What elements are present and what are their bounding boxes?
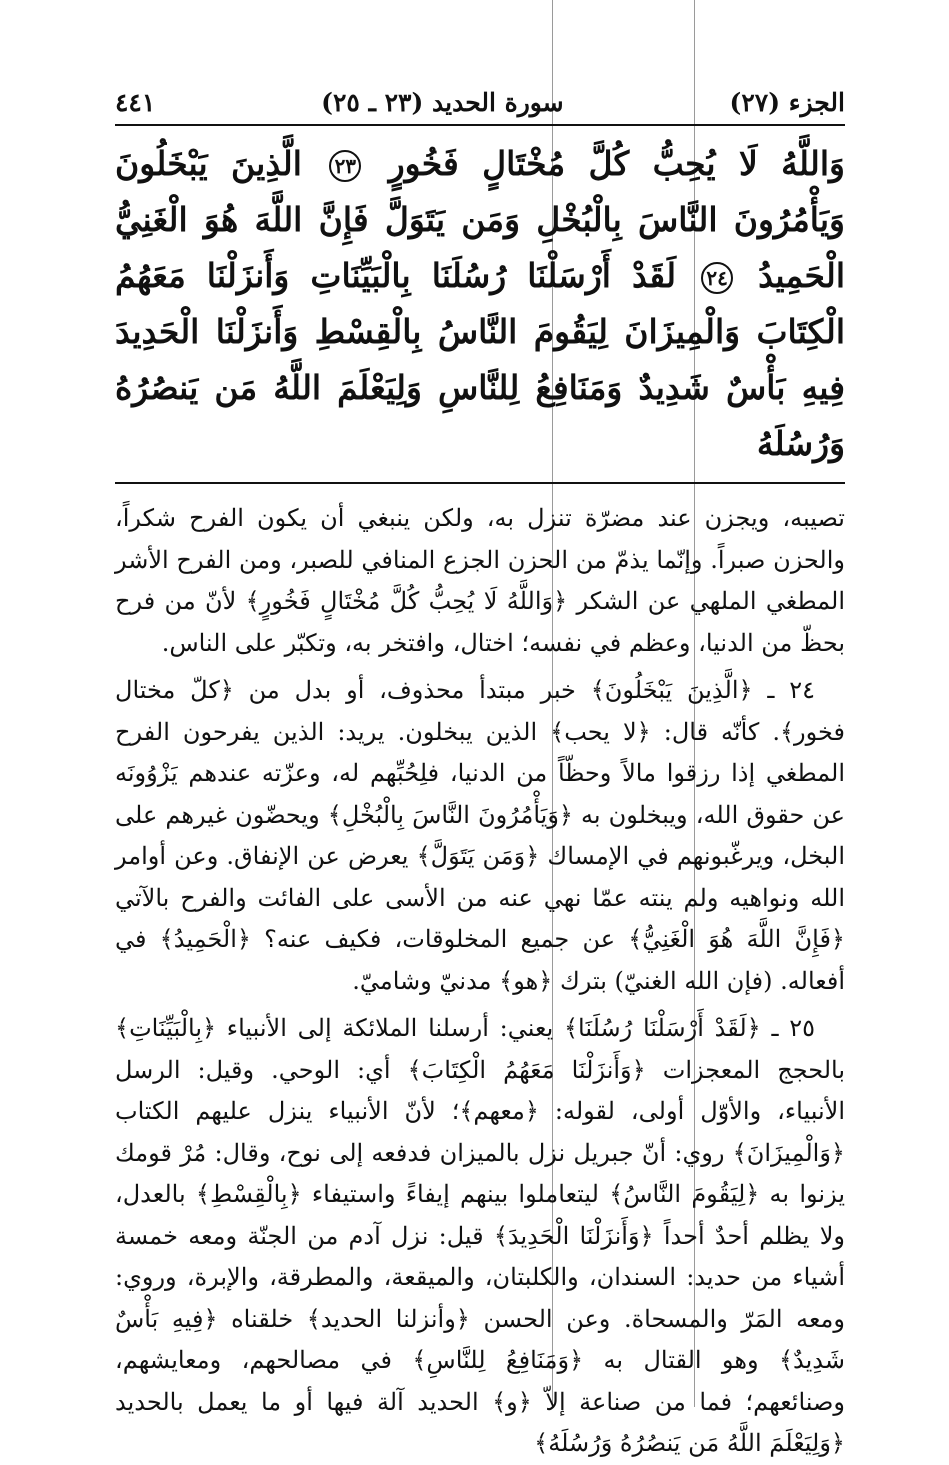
verse-number-marker: ٢٣ bbox=[329, 150, 361, 182]
surah-title: سورة الحديد (٢٣ ـ ٢٥) bbox=[321, 87, 564, 117]
running-head bbox=[115, 80, 845, 126]
verse-23-end: وَاللَّهُ لَا يُحِبُّ كُلَّ مُخْتَالٍ فَخُورٍ bbox=[388, 144, 845, 183]
quran-verses-block bbox=[115, 126, 845, 484]
verse-25: لَقَدْ أَرْسَلْنَا رُسُلَنَا بِالْبَيِّنَاتِ وَأَنزَلْنَا مَعَهُمُ الْكِتَابَ وَالْمِيزَانَ لِيَقُومَ النَّاسُ بِالْقِسْطِ وَأَنزَلْنَا الْحَدِيدَ فِيهِ بَأْسٌ شَدِيدٌ وَمَنَافِعُ لِلنَّاسِ وَلِيَعْلَمَ اللَّهُ مَن يَنصُرُهُ وَرُسُلَهُ bbox=[115, 256, 845, 463]
book-page bbox=[115, 80, 845, 1457]
verse-24: الَّذِينَ يَبْخَلُونَ وَيَأْمُرُونَ النَّاسَ بِالْبُخْلِ وَمَن يَتَوَلَّ فَإِنَّ اللَّهَ هُوَ الْغَنِيُّ الْحَمِيدُ bbox=[115, 144, 845, 295]
juz-label: الجزء (٢٧) bbox=[729, 87, 845, 117]
page-number: ٤٤١ bbox=[115, 87, 156, 117]
commentary-paragraph: ٢٤ ـ ﴿الَّذِينَ يَبْخَلُونَ﴾ خبر مبتدأ محذوف، أو بدل من ﴿كلّ مختال فخور﴾. كأنّه قال: ﴿لا يحب﴾ الذين يبخلون. يريد: الذين يفرحون الفرح المطغي إذا رزقوا مالاً وحظّاً من الدنيا، فلِحُبِّهم له، وعزّته عندهم يَزْوُونَه عن حقوق الله، ويبخلون به ﴿وَيَأْمُرُونَ النَّاسَ بِالْبُخْلِ﴾ ويحضّون غيرهم على البخل، ويرغّبونهم في الإمساك ﴿وَمَن يَتَوَلَّ﴾ يعرض عن الإنفاق. وعن أوامر الله ونواهيه ولم ينته عمّا نهي عنه من الأسى على الفائت والفرح بالآتي ﴿فَإِنَّ اللَّهَ هُوَ الْغَنِيُّ﴾ عن جميع المخلوقات، فكيف عنه؟ ﴿الْحَمِيدُ﴾ في أفعاله. (فإن الله الغنيّ) بترك ﴿هو﴾ مدنيّ وشاميّ. bbox=[115, 676, 845, 995]
commentary-paragraph: تصيبه، ويجزن عند مضرّة تنزل به، ولكن ينبغي أن يكون الفرح شكراً، والحزن صبراً. وإنّما يذمّ من الحزن الجزع المنافي للصبر، ومن الفرح الأشر المطغي الملهي عن الشكر ﴿وَاللَّهُ لَا يُحِبُّ كُلَّ مُخْتَالٍ فَخُورٍ﴾ لأنّ من فرح بحظّ من الدنيا، وعظم في نفسه؛ اختال، وافتخر به، وتكبّر على الناس. bbox=[115, 504, 845, 657]
commentary-body bbox=[115, 484, 845, 1465]
verse-number-marker: ٢٤ bbox=[701, 262, 733, 294]
commentary-paragraph: ٢٥ ـ ﴿لَقَدْ أَرْسَلْنَا رُسُلَنَا﴾ يعني: أرسلنا الملائكة إلى الأنبياء ﴿بِالْبَيِّنَاتِ﴾ بالحجج المعجزات ﴿وَأَنزَلْنَا مَعَهُمُ الْكِتَابَ﴾ أي: الوحي. وقيل: الرسل الأنبياء، والأوّل أولى، لقوله: ﴿معهم﴾؛ لأنّ الأنبياء ينزل عليهم الكتاب ﴿وَالْمِيزَانَ﴾ روي: أنّ جبريل نزل بالميزان فدفعه إلى نوح، وقال: مُرْ قومك يزنوا به ﴿لِيَقُومَ النَّاسُ﴾ ليتعاملوا بينهم إيفاءً واستيفاء ﴿بِالْقِسْطِ﴾ بالعدل، ولا يظلم أحدٌ أحداً ﴿وَأَنزَلْنَا الْحَدِيدَ﴾ قيل: نزل آدم من الجنّة ومعه خمسة أشياء من حديد: السندان، والكلبتان، والميقعة، والمطرقة، والإبرة، وروي: ومعه المَرّ والمسحاة. وعن الحسن ﴿وأنزلنا الحديد﴾ خلقناه ﴿فِيهِ بَأْسٌ شَدِيدٌ﴾ وهو القتال به ﴿وَمَنَافِعُ لِلنَّاسِ﴾ في مصالحهم، ومعايشهم، وصنائعهم؛ فما من صناعة إلاّ ﴿و﴾ الحديد آلة فيها أو ما يعمل بالحديد ﴿وَلِيَعْلَمَ اللَّهُ مَن يَنصُرُهُ وَرُسُلَهُ﴾ bbox=[115, 1014, 845, 1457]
